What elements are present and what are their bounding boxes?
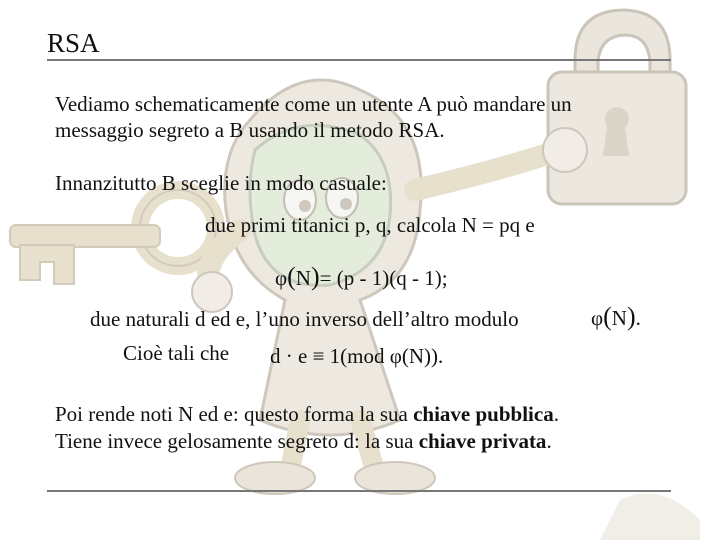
naturals-line: due naturali d ed e, l’uno inverso dell’altro modulo [90,307,519,331]
congruence-formula: d · e ≡ 1(mod φ(N)). [270,344,444,368]
naturals-phi-argument: N [611,306,627,330]
phi-symbol: φ [275,266,288,290]
first-step-text: Innanzitutto B sceglie in modo casuale: [55,171,387,195]
public-key-line [55,401,559,427]
face-screen-icon [250,125,391,285]
arm-right-icon [415,150,560,190]
intro-line-1: Vediamo schematicamente come un utente A può mandare un [55,92,572,116]
key-shaft-icon [10,225,160,247]
private-key-line [55,428,552,454]
private-key-text: Tiene invece gelosamente segreto d: la sua [55,429,419,453]
naturals-phi-symbol: φ [591,306,604,330]
public-key-term: chiave pubblica [413,402,554,426]
naturals-phi-end: . [635,306,641,330]
title-divider [47,59,671,61]
padlock-shackle-icon [575,10,670,80]
slide-title: RSA [47,28,100,58]
footer-divider [47,490,671,492]
such-that-text: Cioè tali che [123,341,230,365]
private-key-end: . [546,429,552,453]
key-teeth-icon [20,245,74,284]
intro-line-2: messaggio segreto a B usando il metodo RSA. [55,118,445,142]
private-key-term: chiave privata [418,429,547,453]
public-key-text: Poi rende noti N ed e: questo forma la sua [55,402,414,426]
phi-argument: N [295,266,311,290]
naturals-phi-formula: φ(N). [591,302,641,331]
primes-line: due primi titanici p, q, calcola N = pq e [205,213,535,237]
phi-rhs: = (p - 1)(q - 1); [319,266,448,290]
glove-right-icon [543,128,587,172]
phi-formula: φ(N)= (p - 1)(q - 1); [275,262,448,291]
public-key-end: . [553,402,559,426]
